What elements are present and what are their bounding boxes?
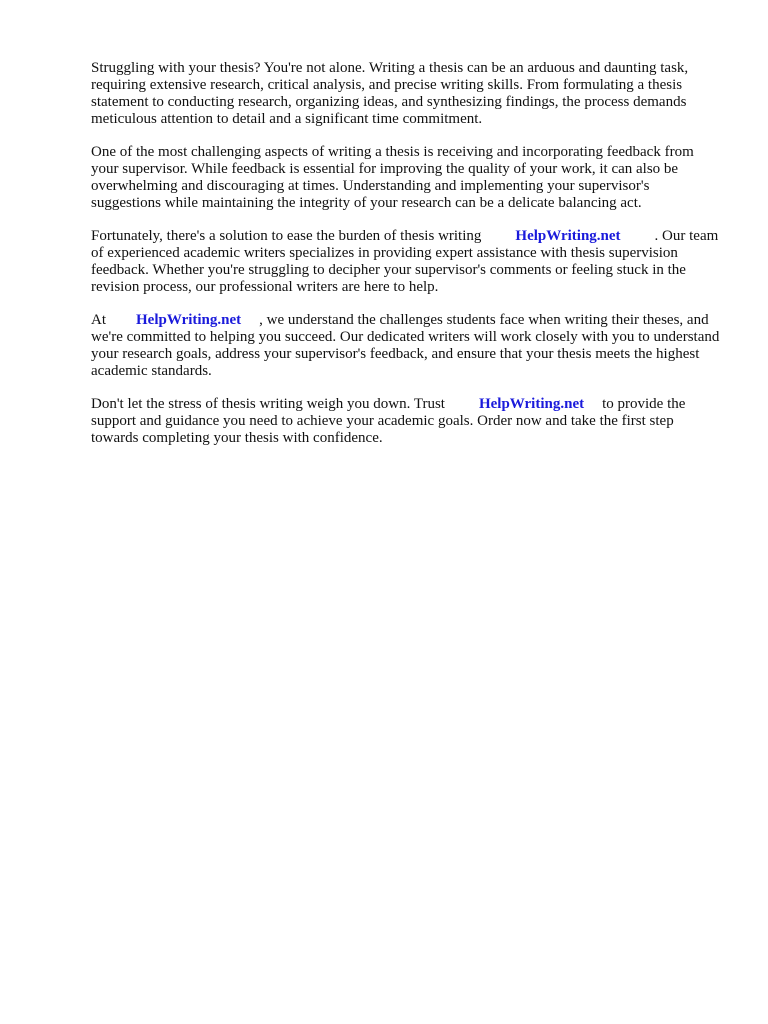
paragraph-feedback xyxy=(91,144,721,212)
helpwriting-link-2[interactable]: HelpWriting.net xyxy=(136,312,242,328)
helpwriting-link-1[interactable]: HelpWriting.net xyxy=(515,228,621,244)
paragraph-intro-text: Struggling with your thesis? You're not alone. Writing a thesis can be an arduous and daunting task, requiring extensive research, critical analysis, and precise writing skills. From formulating a thesis statement to conducting research, organizing ideas, and synthesizing findings, the process demands meticulous attention to detail and a significant time commitment. xyxy=(91,60,689,127)
paragraph-closing-text-after: to provide the support and guidance you need to achieve your academic goals. Order now and take the first step towards completing your thesis with confidence. xyxy=(91,396,686,446)
paragraph-intro xyxy=(91,60,721,128)
paragraph-commitment-text-after: , we understand the challenges students face when writing their theses, and we're committed to helping you succeed. Our dedicated writers will work closely with you to understand your research goals, address your supervisor's feedback, and ensure that your thesis meets the highest academic standards. xyxy=(91,312,720,379)
paragraph-closing-text-before: Don't let the stress of thesis writing weigh you down. Trust xyxy=(91,396,445,412)
paragraph-solution-text-before: Fortunately, there's a solution to ease the burden of thesis writing xyxy=(91,228,482,244)
document-body xyxy=(91,60,721,463)
paragraph-commitment-text-before: At xyxy=(91,312,106,328)
paragraph-commitment xyxy=(91,312,721,380)
helpwriting-link-3[interactable]: HelpWriting.net xyxy=(478,396,585,412)
paragraph-solution xyxy=(91,228,721,296)
paragraph-feedback-text: One of the most challenging aspects of writing a thesis is receiving and incorporating feedback from your supervisor. While feedback is essential for improving the quality of your work, it can also be overwhelming and discouraging at times. Understanding and implementing your supervisor's suggestions while maintaining the integrity of your research can be a delicate balancing act. xyxy=(91,144,694,211)
paragraph-solution-text-after: . Our team of experienced academic writers specializes in providing expert assistance with thesis supervision feedback. Whether you're struggling to decipher your supervisor's comments or feeling stuck in the revision process, our professional writers are here to help. xyxy=(91,228,719,295)
paragraph-closing xyxy=(91,396,721,447)
